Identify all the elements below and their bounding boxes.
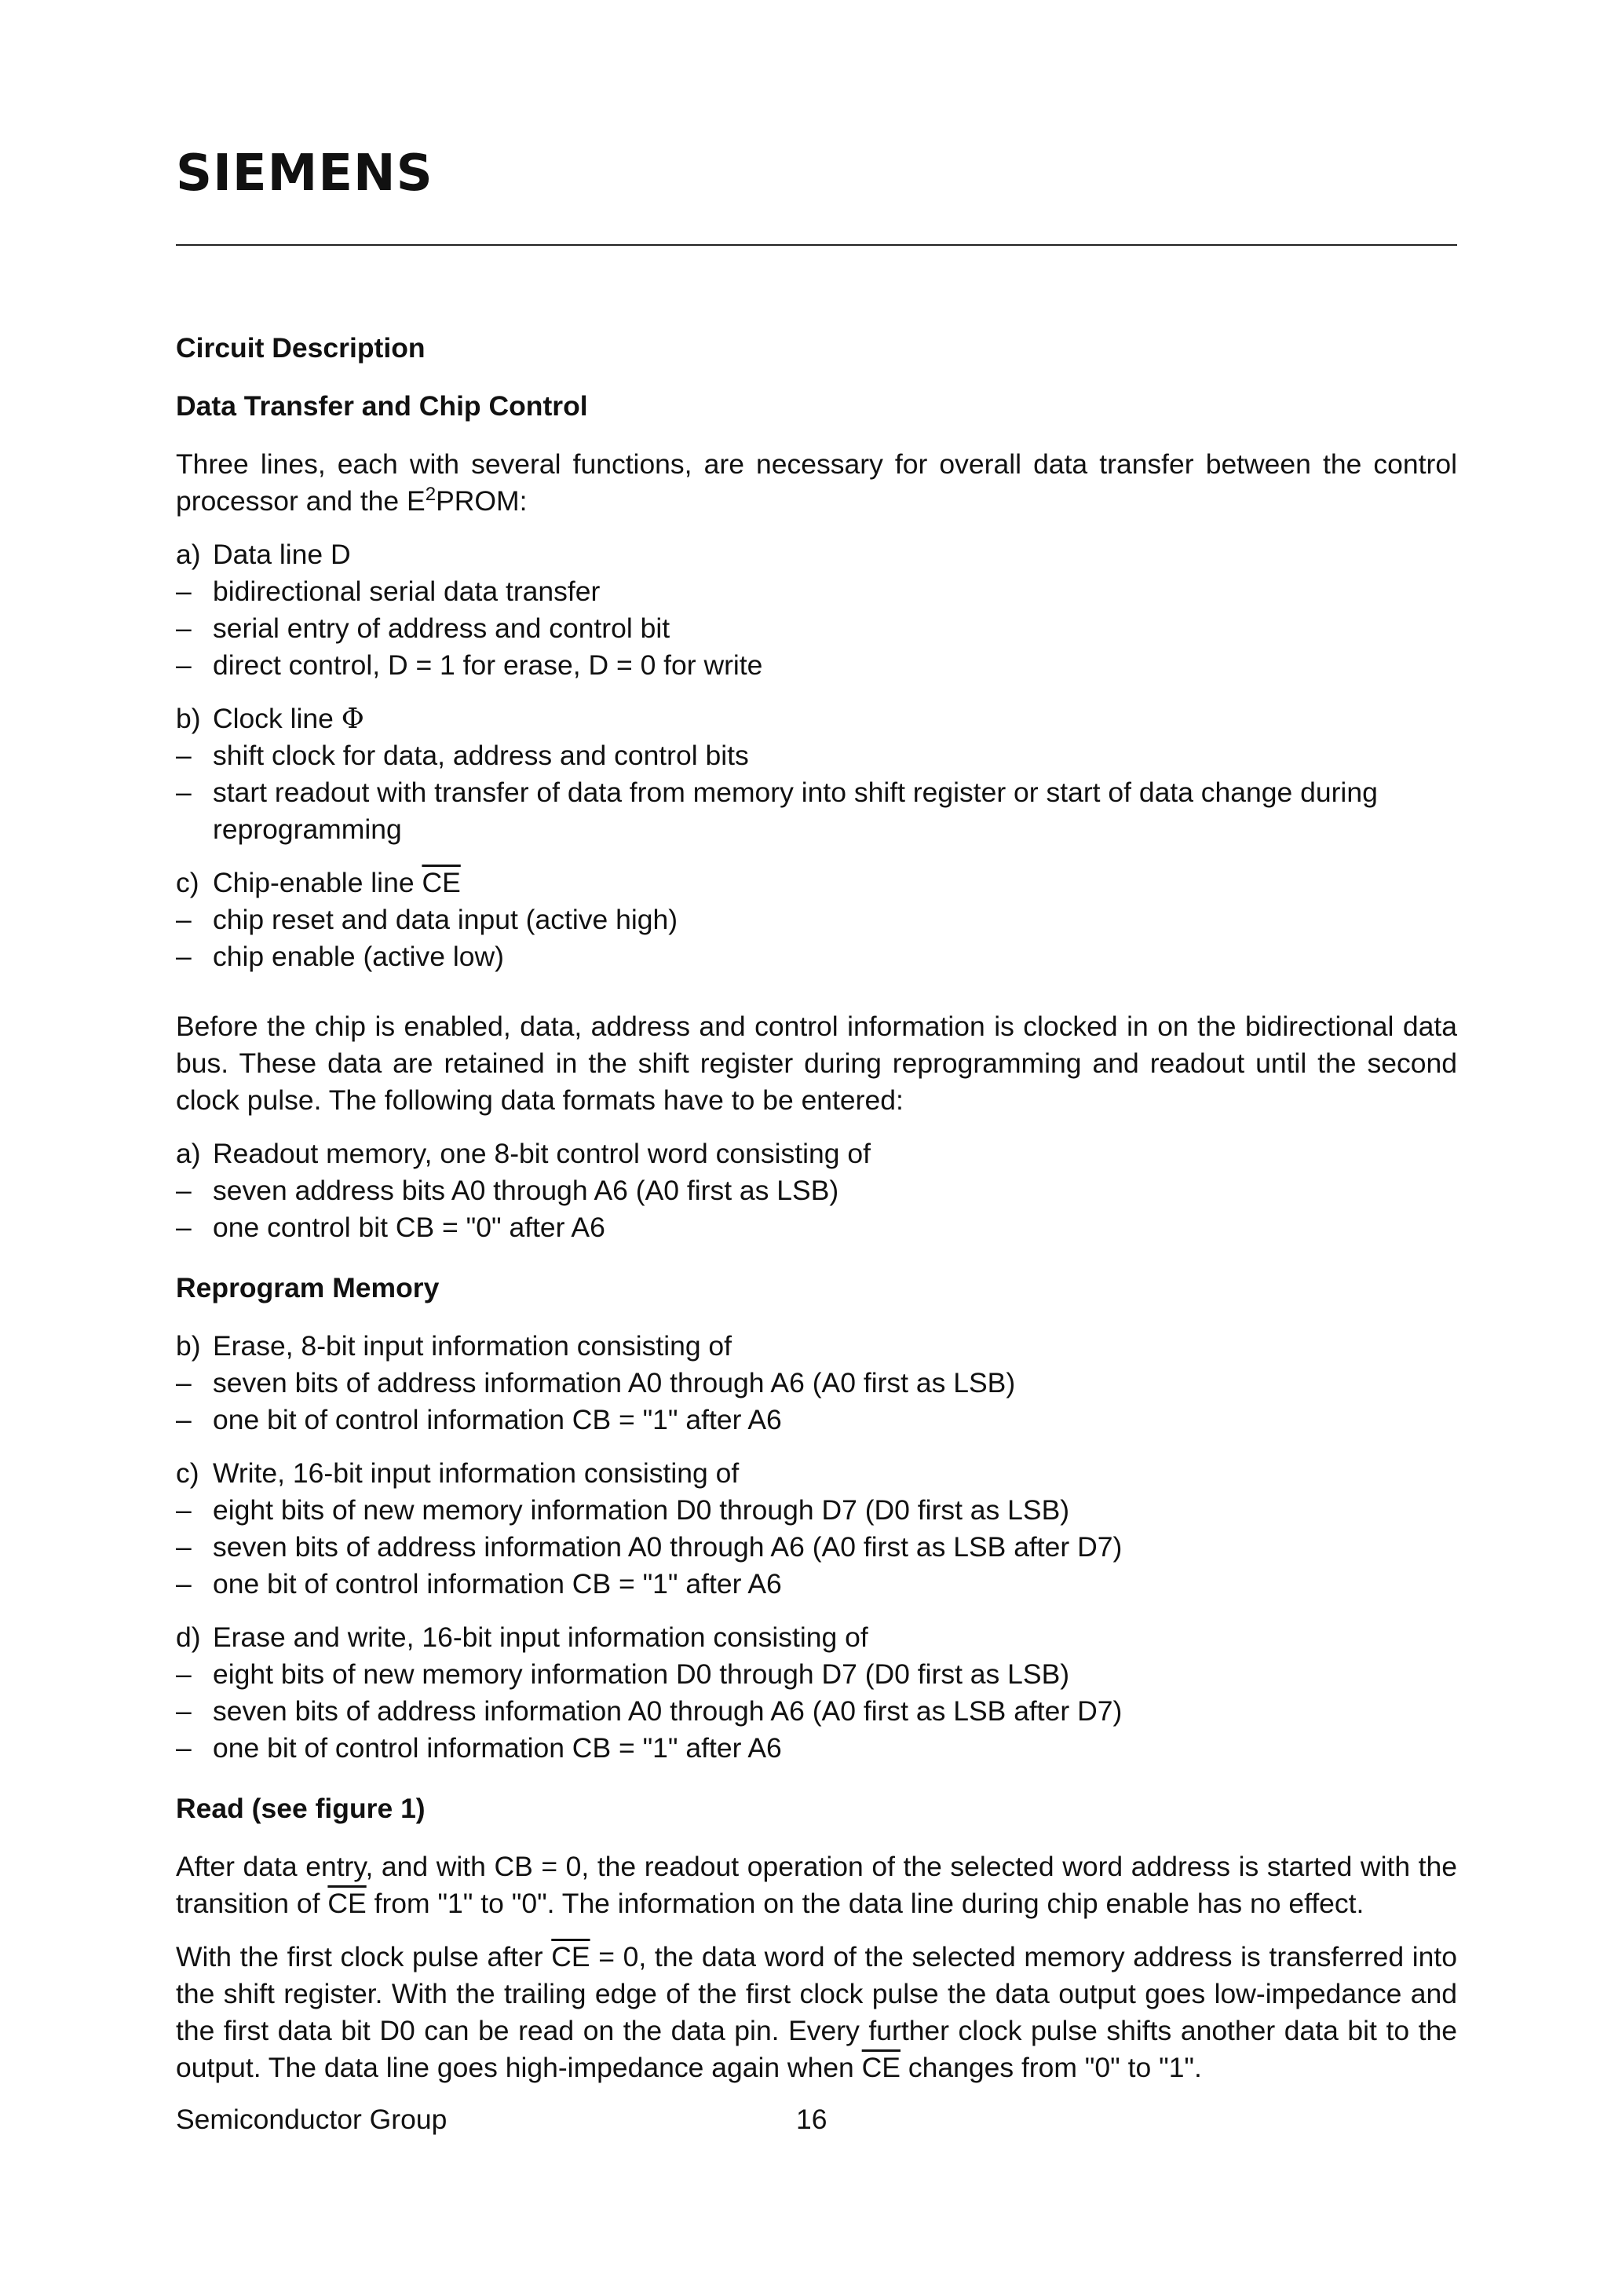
list-item-text: one bit of control information CB = "1" after A6: [213, 1404, 782, 1435]
list-item: [176, 1402, 1457, 1439]
list-item-text: one bit of control information CB = "1" after A6: [213, 1732, 782, 1764]
ce-overline-symbol: $\overline{CE}$: [422, 867, 461, 898]
list-item: [176, 573, 1457, 610]
list-marker: a): [176, 539, 201, 570]
list-item: [176, 1365, 1457, 1402]
spacer: [176, 992, 1457, 1008]
list-item-text: chip reset and data input (active high): [213, 904, 678, 935]
list-item: [176, 610, 1457, 647]
list-item: [176, 1209, 1457, 1246]
read-text: After data entry, and with CB = 0, the readout operation of the selected word address is started with the transition of: [176, 1851, 1457, 1919]
clock-line-list: [176, 700, 1457, 848]
list-item-text: seven address bits A0 through A6 (A0 first as LSB): [213, 1175, 839, 1206]
list-item-text: chip enable (active low): [213, 941, 504, 972]
list-heading-text: Erase and write, 16-bit input information consisting of: [213, 1621, 868, 1653]
list-item: [176, 737, 1457, 774]
read-heading: Read (see figure 1): [176, 1793, 426, 1824]
list-heading-text: Erase, 8-bit input information consisting of: [213, 1330, 732, 1362]
section-subtitle: Data Transfer and Chip Control: [176, 390, 588, 422]
phi-symbol: Φ: [341, 703, 364, 735]
dash-marker: –: [176, 1658, 192, 1690]
list-marker: b): [176, 703, 201, 734]
list-item-text: serial entry of address and control bit: [213, 612, 670, 644]
list-item: [176, 1566, 1457, 1603]
chip-enable-list: [176, 865, 1457, 975]
dash-marker: –: [176, 1212, 192, 1243]
section-title: Circuit Description: [176, 332, 426, 364]
list-item-text: shift clock for data, address and control bits: [213, 740, 749, 771]
write-list: [176, 1455, 1457, 1603]
list-item-text: seven bits of address information A0 through A6 (A0 first as LSB after D7): [213, 1695, 1123, 1727]
list-item-text: one control bit CB = "0" after A6: [213, 1212, 605, 1243]
list-marker: b): [176, 1330, 201, 1362]
list-heading: [176, 1619, 1457, 1656]
list-item: [176, 774, 1457, 848]
ce-overline-symbol: $\overline{CE}$: [327, 1888, 367, 1919]
chip-enable-label: Chip-enable line: [213, 867, 415, 898]
dash-marker: –: [176, 1367, 192, 1398]
list-heading: [176, 700, 1457, 737]
list-heading: [176, 1328, 1457, 1365]
list-item-text: seven bits of address information A0 through A6 (A0 first as LSB after D7): [213, 1531, 1123, 1563]
list-item: [176, 1529, 1457, 1566]
siemens-logo: SIEMENS: [176, 144, 433, 203]
intro-superscript: 2: [425, 484, 437, 506]
page-number: 16: [796, 2104, 827, 2135]
dash-marker: –: [176, 1404, 192, 1435]
dash-marker: –: [176, 649, 192, 681]
dash-marker: –: [176, 1732, 192, 1764]
ce-overline-symbol: $\overline{CE}$: [861, 2052, 901, 2083]
list-item: [176, 1656, 1457, 1693]
list-item: [176, 901, 1457, 938]
dash-marker: –: [176, 1568, 192, 1600]
dash-marker: –: [176, 1494, 192, 1526]
read-paragraph-2: [176, 1939, 1457, 2086]
dash-marker: –: [176, 904, 192, 935]
read-text: = 0, the data word of the selected memory address is transferred into the shift register. With the trailing edge of the first clock pulse the data output goes low-impedance and the first data bit D0 can be read on the data pin. Every further clock pulse shifts another data bit to the output. The data line goes high-impedance again when: [176, 1941, 1458, 2083]
read-paragraph-1: [176, 1848, 1457, 1922]
list-heading-text: [213, 700, 1457, 737]
list-marker: d): [176, 1621, 201, 1653]
list-heading: [176, 1455, 1457, 1492]
intro-text: Three lines, each with several functions, are necessary for overall data transfer between the control processor and the E: [176, 448, 1457, 517]
dash-marker: –: [176, 1695, 192, 1727]
read-text: With the first clock pulse after: [176, 1941, 552, 1972]
list-heading: [176, 1135, 1457, 1172]
list-item-text: direct control, D = 1 for erase, D = 0 for write: [213, 649, 763, 681]
dash-marker: –: [176, 1531, 192, 1563]
dash-marker: –: [176, 576, 192, 607]
list-item-text: one bit of control information CB = "1" after A6: [213, 1568, 782, 1600]
dash-marker: –: [176, 612, 192, 644]
list-item-text: start readout with transfer of data from memory into shift register or start of data change during reprogramming: [213, 777, 1378, 845]
reprogram-heading: Reprogram Memory: [176, 1272, 440, 1303]
list-heading: [176, 536, 1457, 573]
dash-marker: –: [176, 740, 192, 771]
list-item: [176, 1693, 1457, 1730]
list-heading-text: Data line D: [213, 539, 351, 570]
readout-memory-list: [176, 1135, 1457, 1246]
list-item: [176, 1172, 1457, 1209]
read-text: from "1" to "0". The information on the data line during chip enable has no effect.: [366, 1888, 1364, 1919]
data-line-list: [176, 536, 1457, 684]
erase-list: [176, 1328, 1457, 1439]
page-content: [176, 330, 1457, 2103]
dash-marker: –: [176, 1175, 192, 1206]
list-item-text: seven bits of address information A0 through A6 (A0 first as LSB): [213, 1367, 1016, 1398]
intro-text-end: PROM:: [436, 485, 528, 517]
erase-and-write-list: [176, 1619, 1457, 1767]
intro-paragraph: [176, 446, 1457, 520]
list-item-text: eight bits of new memory information D0 through D7 (D0 first as LSB): [213, 1494, 1070, 1526]
list-marker: c): [176, 1457, 199, 1489]
list-marker: c): [176, 867, 199, 898]
list-item: [176, 1492, 1457, 1529]
list-item-text: eight bits of new memory information D0 through D7 (D0 first as LSB): [213, 1658, 1070, 1690]
dash-marker: –: [176, 941, 192, 972]
header-rule: [176, 244, 1457, 246]
list-heading-text: [213, 865, 1457, 901]
clock-line-label: Clock line: [213, 703, 334, 734]
list-heading-text: Write, 16-bit input information consisting of: [213, 1457, 740, 1489]
list-heading-text: Readout memory, one 8-bit control word consisting of: [213, 1138, 871, 1169]
list-item: [176, 1730, 1457, 1767]
ce-overline-symbol: $\overline{CE}$: [551, 1941, 590, 1972]
list-marker: a): [176, 1138, 201, 1169]
list-item: [176, 938, 1457, 975]
formats-paragraph: Before the chip is enabled, data, address and control information is clocked in on the bidirectional data bus. These data are retained in the shift register during reprogramming and readout until the second clock pulse. The following data formats have to be entered:: [176, 1011, 1457, 1116]
list-item-text: bidirectional serial data transfer: [213, 576, 601, 607]
list-item: [176, 647, 1457, 684]
dash-marker: –: [176, 777, 192, 808]
footer-publisher: Semiconductor Group: [176, 2104, 448, 2135]
read-text: changes from "0" to "1".: [901, 2052, 1202, 2083]
list-heading: [176, 865, 1457, 901]
